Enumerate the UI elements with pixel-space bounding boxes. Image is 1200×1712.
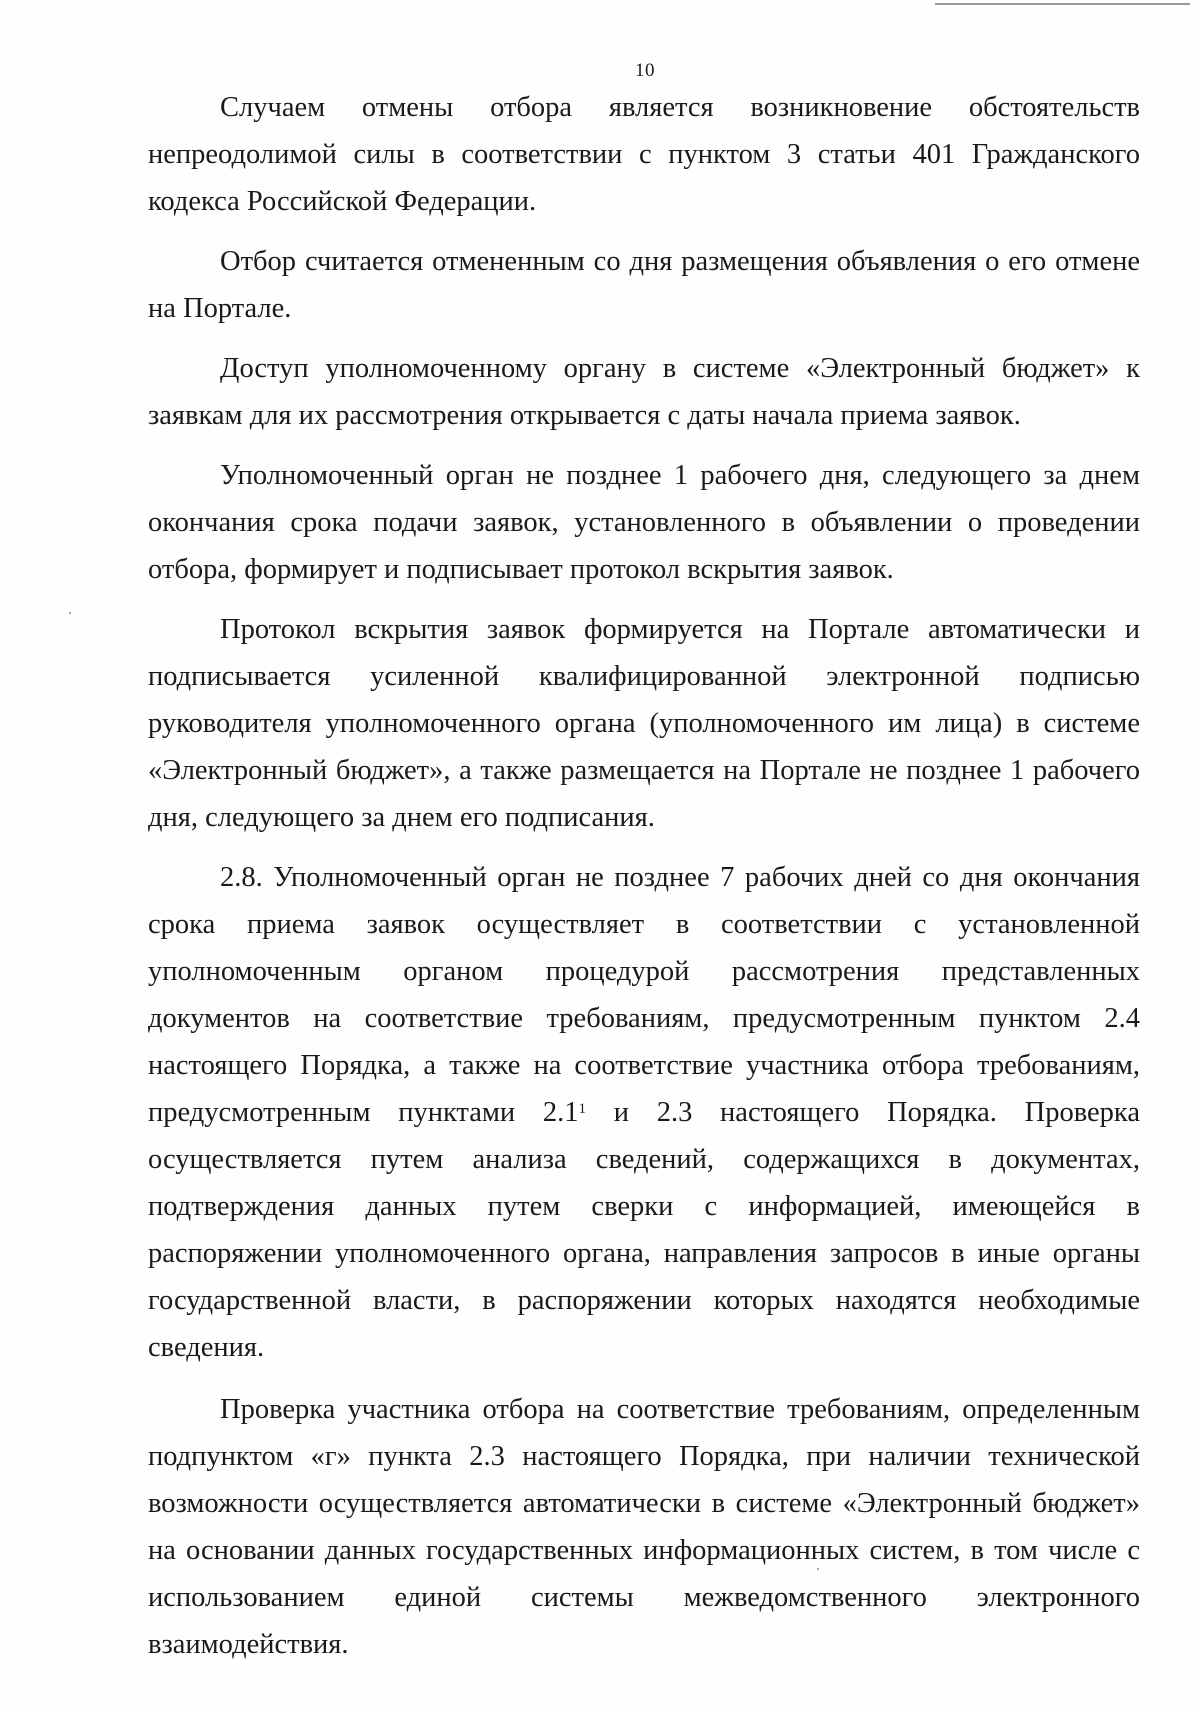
paragraph-2-8 <box>148 854 1140 1371</box>
document-body <box>148 84 1140 1668</box>
scan-edge-line <box>935 3 1190 5</box>
paragraph: Проверка участника отбора на соответствие требованиям, определенным подпунктом «г» пункта 2.3 настоящего Порядка, при наличии технической возможности осуществляется автоматически в системе «Электронный бюджет» на основании данных государственных информационных систем, в том числе с использованием единой системы межведомственного электронного взаимодействия. <box>148 1394 1140 1660</box>
paragraph: Протокол вскрытия заявок формируется на Портале автоматически и подписывается усиленной квалифицированной электронной подписью руководителя уполномоченного органа (уполномоченного им лица) в системе «Электронный бюджет», а также размещается на Портале не позднее 1 рабочего дня, следующего за днем его подписания. <box>148 614 1140 833</box>
paragraph: Доступ уполномоченному органу в системе «Электронный бюджет» к заявкам для их рассмотрения открывается с даты начала приема заявок. <box>148 353 1140 431</box>
page-number: 10 <box>635 60 655 81</box>
superscript: 1 <box>578 1101 587 1117</box>
paragraph-2-8-text-start: 2.8. Уполномоченный орган не позднее 7 рабочих дней со дня окончания срока приема заявок осуществляет в соответствии с установленной уполномоченным органом процедурой рассмотрения представленных документов на соответствие требованиям, предусмотренным пунктом 2.4 настоящего Порядка, а также на соответствие участника отбора требованиям, предусмотренным пунктами 2.1 <box>148 862 1140 1128</box>
paragraph: Случаем отмены отбора является возникновение обстоятельств непреодолимой силы в соответствии с пунктом 3 статьи 401 Гражданского кодекса Российской Федерации. <box>148 92 1140 217</box>
paragraph: Уполномоченный орган не позднее 1 рабочего дня, следующего за днем окончания срока подачи заявок, установленного в объявлении о проведении отбора, формирует и подписывает протокол вскрытия заявок. <box>148 460 1140 585</box>
scan-speck <box>69 612 71 614</box>
paragraph: Отбор считается отмененным со дня размещения объявления о его отмене на Портале. <box>148 246 1140 324</box>
paragraph-2-8-text-end: и 2.3 настоящего Порядка. Проверка осуществляется путем анализа сведений, содержащихся в документах, подтверждения данных путем сверки с информацией, имеющейся в распоряжении уполномоченного органа, направления запросов в иные органы государственной власти, в распоряжении которых находятся необходимые сведения. <box>148 1097 1140 1363</box>
